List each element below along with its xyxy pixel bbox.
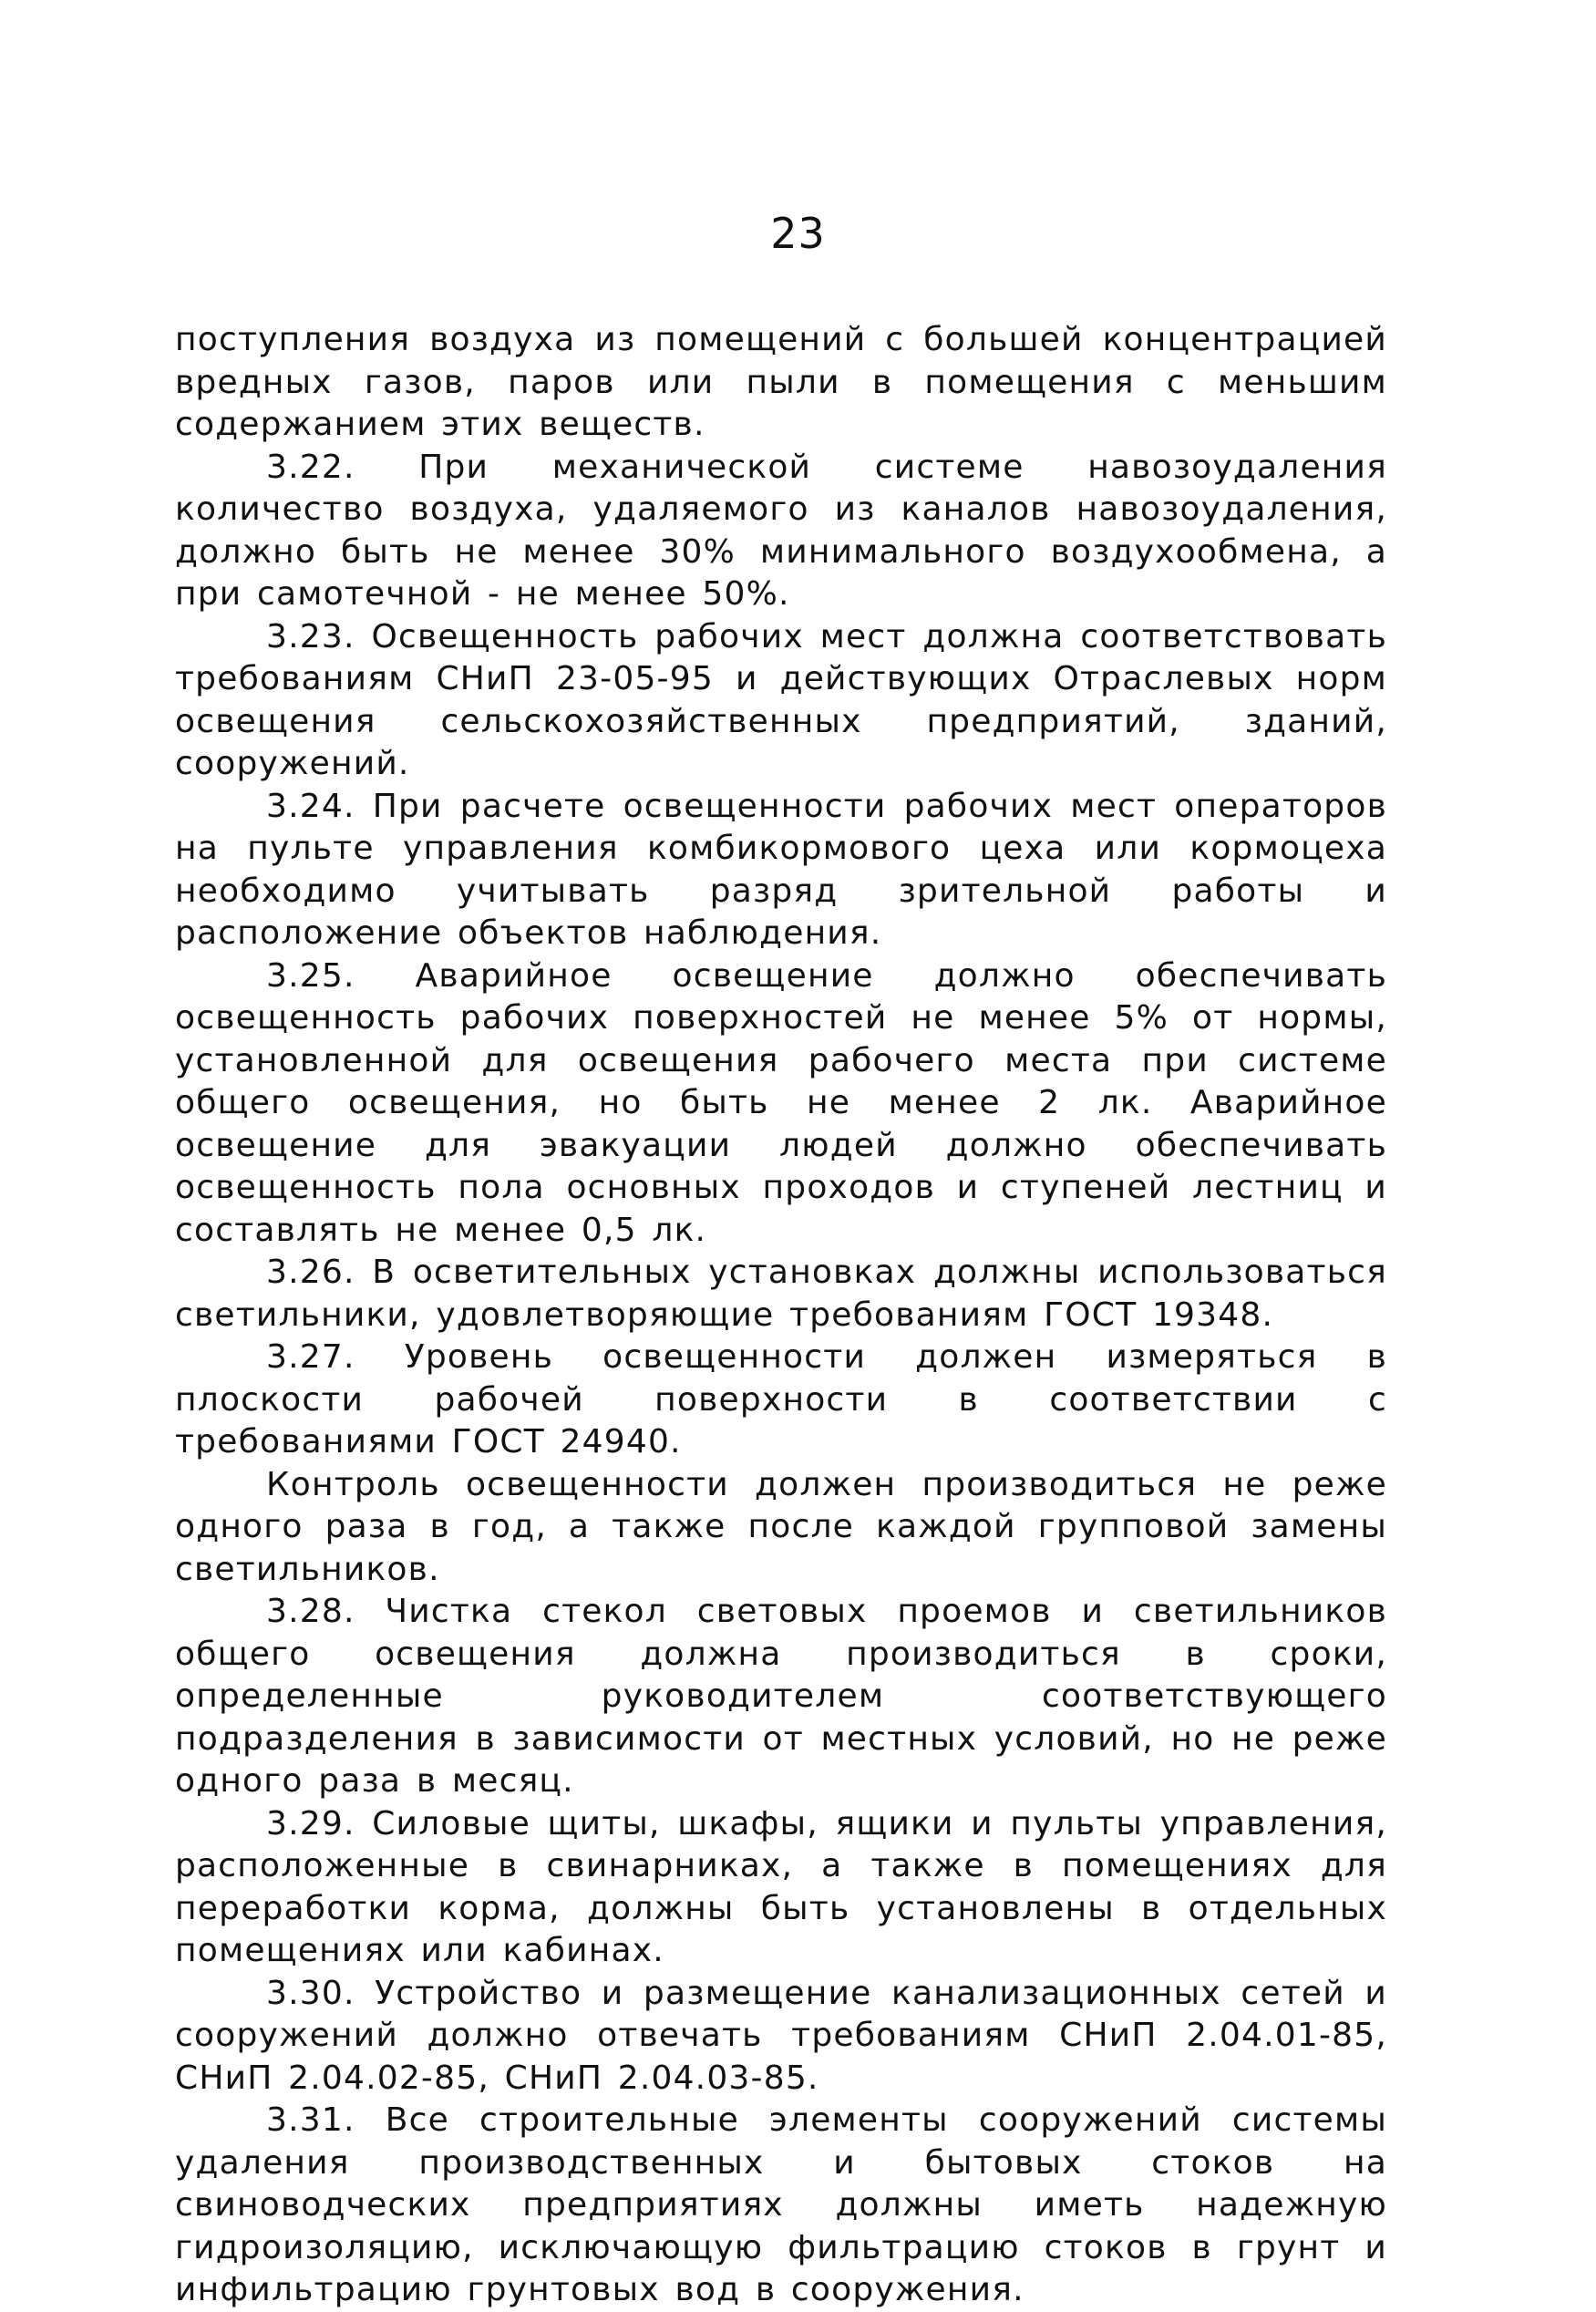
paragraph-3-23: 3.23. Освещенность рабочих мест должна соответствовать требованиям СНиП 23-05-95 и действующих Отраслевых норм освещения сельскохозяйственных предприятий, зданий, сооружений. bbox=[175, 617, 1387, 782]
paragraph-3-26: 3.26. В осветительных установках должны использоваться светильники, удовлетворяющие требованиям ГОСТ 19348. bbox=[175, 1254, 1387, 1334]
paragraph-3-29: 3.29. Силовые щиты, шкафы, ящики и пульты управления, расположенные в свинарниках, а также в помещениях для переработки корма, должны быть установлены в отдельных помещениях или кабинах. bbox=[175, 1804, 1387, 1969]
paragraph-continuation: поступления воздуха из помещений с большей концентрацией вредных газов, паров или пыли в помещения с меньшим содержанием этих веществ. bbox=[175, 321, 1387, 443]
paragraph-3-30: 3.30. Устройство и размещение канализационных сетей и сооружений должно отвечать требованиям СНиП 2.04.01-85, СНиП 2.04.02-85, СНиП 2.04.03-85. bbox=[175, 1974, 1387, 2097]
paragraph-3-28: 3.28. Чистка стекол световых проемов и светильников общего освещения должна производиться в сроки, определенные руководителем соответствующего подразделения в зависимости от местных условий, но не реже одного раза в месяц. bbox=[175, 1593, 1387, 1800]
page-number: 23 bbox=[770, 209, 826, 258]
paragraph-3-27: 3.27. Уровень освещенности должен измеряться в плоскости рабочей поверхности в соответствии с требованиями ГОСТ 24940. bbox=[175, 1338, 1387, 1460]
document-body bbox=[175, 319, 1387, 2312]
paragraph-lighting-control: Контроль освещенности должен производиться не реже одного раза в год, а также после каждой групповой замены светильников. bbox=[175, 1465, 1387, 1588]
paragraph-3-24: 3.24. При расчете освещенности рабочих мест операторов на пульте управления комбикормового цеха или кормоцеха необходимо учитывать разряд зрительной работы и расположение объектов наблюдения. bbox=[175, 787, 1387, 952]
paragraph-3-31: 3.31. Все строительные элементы сооружений системы удаления производственных и бытовых стоков на свиноводческих предприятиях должны иметь надежную гидроизоляцию, исключающую фильтрацию стоков в грунт и инфильтрацию грунтовых вод в сооружения. bbox=[175, 2101, 1387, 2308]
paragraph-3-22: 3.22. При механической системе навозоудаления количество воздуха, удаляемого из каналов навозоудаления, должно быть не менее 30% минимального воздухообмена, а при самотечной - не менее 50%. bbox=[175, 448, 1387, 613]
paragraph-3-25: 3.25. Аварийное освещение должно обеспечивать освещенность рабочих поверхностей не менее 5% от нормы, установленной для освещения рабочего места при системе общего освещения, но быть не менее 2 лк. Аварийное освещение для эвакуации людей должно обеспечивать освещенность пола основных проходов и ступеней лестниц и составлять не менее 0,5 лк. bbox=[175, 956, 1387, 1249]
